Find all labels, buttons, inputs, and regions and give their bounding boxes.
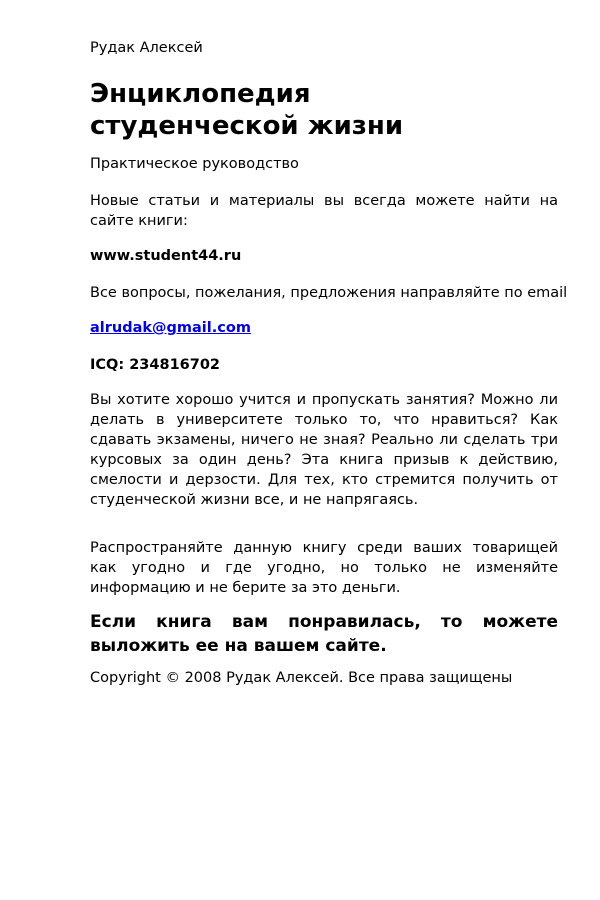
author-name: Рудак Алексей (90, 40, 203, 56)
share-callout: Если книга вам понравилась, то можете выложить ее на вашем сайте. (90, 612, 558, 656)
book-description: Вы хотите хорошо учится и пропускать занятия? Можно ли делать в университете только то, что нравиться? Как сдавать экзамены, ничего не зная? Реально ли сделать три курсовых за один день? Эта книга призыв к действию, смелости и дерзости. Для тех, кто стремится получить от студенческой жизни все, и не напрягаясь. (90, 392, 558, 508)
distribution-notice: Распространяйте данную книгу среди ваших товарищей как угодно и где угодно, но только не изменяйте информацию и не берите за это деньги. (90, 540, 558, 596)
icq-number: ICQ: 234816702 (90, 357, 221, 373)
book-title-line-1: Энциклопедия (90, 79, 311, 109)
copyright-notice: Copyright © 2008 Рудак Алексей. Все права защищены (90, 670, 513, 686)
book-title (90, 78, 403, 142)
book-title-line-2: студенческой жизни (90, 111, 404, 141)
subtitle: Практическое руководство (90, 156, 299, 172)
site-url: www.student44.ru (90, 248, 242, 264)
email-link[interactable]: alrudak@gmail.com (90, 320, 251, 336)
email-intro: Все вопросы, пожелания, предложения направляйте по email (90, 285, 568, 301)
site-intro: Новые статьи и материалы вы всегда можете найти на сайте книги: (90, 193, 558, 229)
